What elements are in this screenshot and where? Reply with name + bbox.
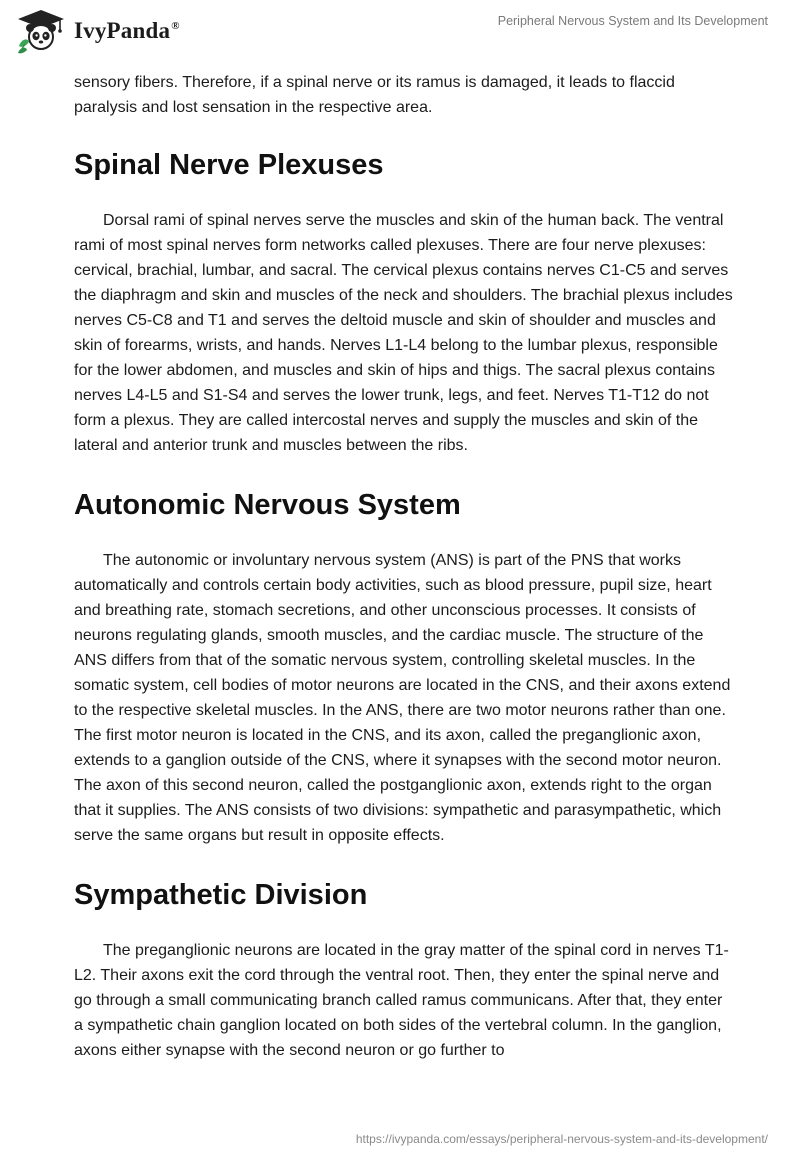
section-heading-autonomic-nervous-system: Autonomic Nervous System: [74, 489, 461, 521]
section-heading-sympathetic-division: Sympathetic Division: [74, 879, 368, 911]
essay-content: [74, 70, 734, 1063]
section-body-autonomic-nervous-system: The autonomic or involuntary nervous system (ANS) is part of the PNS that works automatically and controls certain body activities, such as blood pressure, pupil size, heart and breathing rate, stomach secretions, and other unconscious processes. It consists of neurons regulating glands, smooth muscles, and the cardiac muscle. The structure of the ANS differs from that of the somatic nervous system, controlling skeletal muscles. In the somatic system, cell bodies of motor neurons are located in the CNS, and their axons extend to the respective skeletal muscles. In the ANS, there are two motor neurons rather than one. The first motor neuron is located in the CNS, and its axon, called the preganglionic axon, extends to a ganglion outside of the CNS, where it synapses with the second motor neuron. The axon of this second neuron, called the postganglionic axon, extends right to the organ that it supplies. The ANS consists of two divisions: sympathetic and parasympathetic, which serve the same organs but result in opposite effects.: [74, 552, 731, 844]
section-body-spinal-nerve-plexuses: Dorsal rami of spinal nerves serve the muscles and skin of the human back. The ventral rami of most spinal nerves form networks called plexuses. There are four nerve plexuses: cervical, brachial, lumbar, and sacral. The cervical plexus contains nerves C1-C5 and serves the diaphragm and skin and muscles of the neck and shoulders. The brachial plexus includes nerves C5-C8 and T1 and serves the deltoid muscle and skin of shoulder and muscles and skin of forearms, wrists, and hands. Nerves L1-L4 belong to the lumbar plexus, responsible for the lower abdomen, and muscles and skin of hips and thigs. The sacral plexus contains nerves L4-L5 and S1-S4 and serves the lower trunk, legs, and feet. Nerves T1-T12 do not form a plexus. They are called intercostal nerves and supply the muscles and skin of the lateral and anterior trunk and muscles between the ribs.: [74, 212, 733, 454]
section-body-sympathetic-division: The preganglionic neurons are located in the gray matter of the spinal cord in nerves T1-L2. Their axons exit the cord through the ventral root. Then, they enter the spinal nerve and go through a small communicating branch called ramus communicans. After that, they enter a sympathetic chain ganglion located on both sides of the vertebral column. In the ganglion, axons either synapse with the second neuron or go further to: [74, 942, 729, 1059]
ivypanda-logo[interactable]: [14, 8, 180, 54]
document-title: Peripheral Nervous System and Its Development: [497, 14, 768, 28]
brand-name: IvyPanda®: [74, 18, 180, 43]
panda-graduate-icon: [14, 8, 68, 54]
page-header: [0, 0, 800, 62]
intro-paragraph: sensory fibers. Therefore, if a spinal nerve or its ramus is damaged, it leads to flaccid paralysis and lost sensation in the respective area.: [74, 74, 675, 116]
section-heading-spinal-nerve-plexuses: Spinal Nerve Plexuses: [74, 149, 384, 181]
source-url-link[interactable]: https://ivypanda.com/essays/peripheral-nervous-system-and-its-development/: [355, 1132, 768, 1146]
